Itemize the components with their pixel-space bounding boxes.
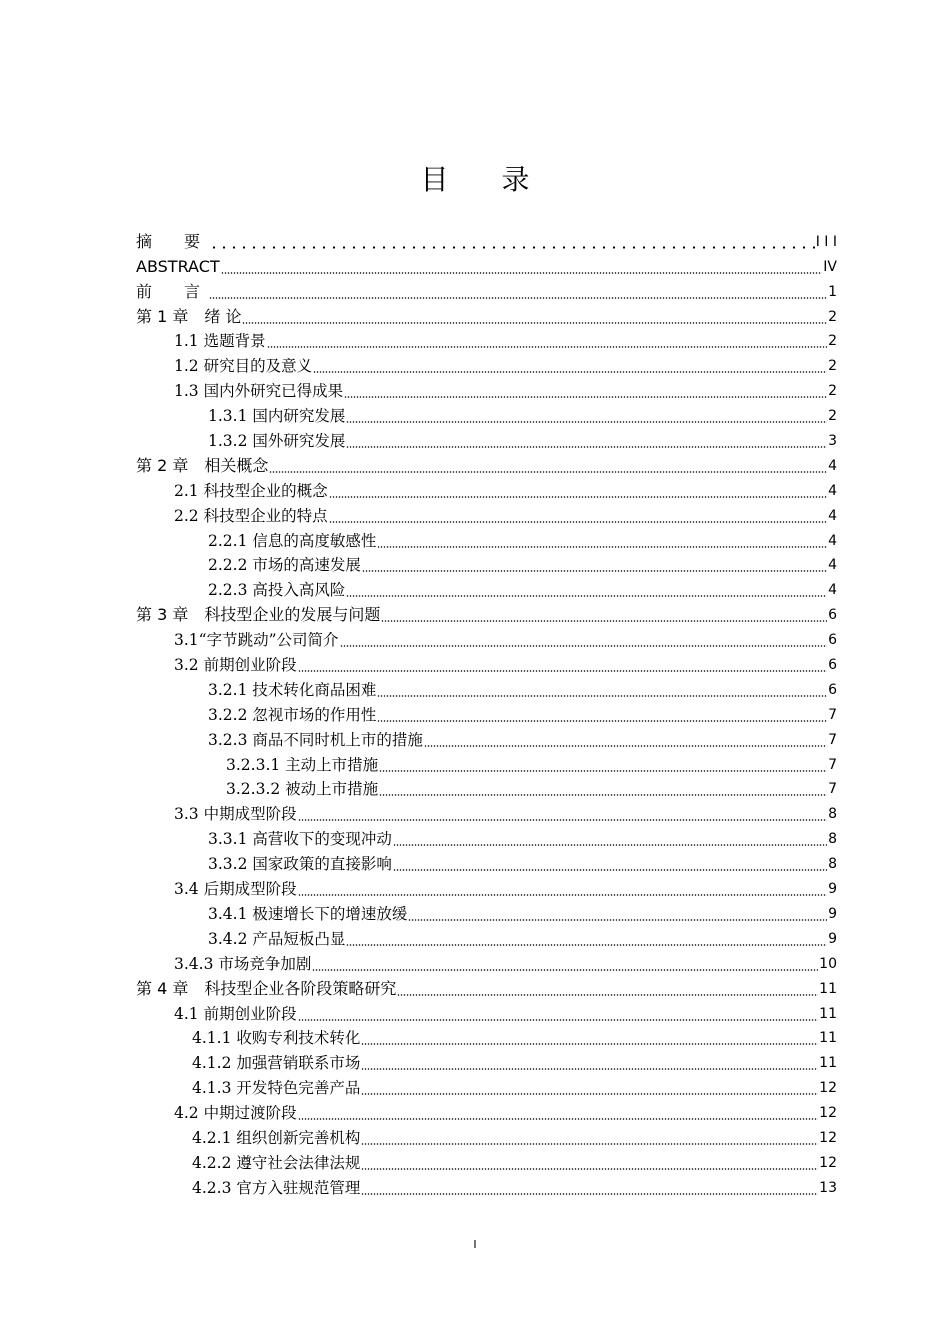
toc-entry[interactable]	[136, 301, 837, 326]
dot-leader	[377, 685, 827, 699]
toc-entry[interactable]	[136, 948, 837, 973]
toc-entry-page: 11	[819, 980, 837, 997]
toc-entry-page: 2	[828, 408, 837, 425]
dot-leader	[269, 461, 827, 475]
toc-entry-title: 1.1 选题背景	[174, 332, 266, 351]
toc-entry[interactable]	[136, 998, 837, 1023]
toc-entry-title: 3.2 前期创业阶段	[174, 656, 297, 675]
dot-leader	[424, 735, 827, 749]
toc-entry-page: 12	[819, 1080, 837, 1097]
toc-entry-page: 12	[819, 1154, 837, 1171]
toc-entry-page: 11	[819, 1055, 837, 1072]
toc-entry-page: 8	[828, 856, 837, 873]
dot-leader	[313, 361, 827, 375]
toc-entry[interactable]	[136, 823, 837, 848]
toc-entry-title: 3.4.2 产品短板凸显	[208, 929, 346, 948]
dot-leader	[408, 909, 827, 923]
dot-leader	[381, 610, 827, 624]
dot-leader	[346, 411, 827, 425]
toc-entry[interactable]	[136, 774, 837, 799]
toc-entry[interactable]	[136, 525, 837, 550]
toc-entry-page: 4	[828, 582, 837, 599]
toc-entry[interactable]	[136, 574, 837, 599]
toc-entry-page: 2	[828, 383, 837, 400]
toc-entry[interactable]	[136, 500, 837, 525]
toc-entry-page: IV	[823, 258, 837, 275]
toc-entry-title: 2.2 科技型企业的特点	[174, 506, 328, 525]
toc-entry-page: 12	[819, 1129, 837, 1146]
toc-entry[interactable]	[136, 1147, 837, 1172]
toc-entry-page: 4	[828, 457, 837, 474]
toc-entry[interactable]	[136, 848, 837, 873]
toc-entry-title: 3.3.2 国家政策的直接影响	[208, 855, 392, 874]
toc-entry-title: 3.2.1 技术转化商品困难	[208, 680, 377, 699]
toc-entry-title: 第 3 章 科技型企业的发展与问题	[136, 605, 381, 625]
toc-entry[interactable]	[136, 475, 837, 500]
dot-leader	[221, 262, 823, 276]
toc-entry-title: 1.3.1 国内研究发展	[208, 407, 346, 426]
toc-entry-title: 摘 要	[136, 231, 209, 251]
dot-leader	[344, 386, 827, 400]
toc-entry-title: 3.2.3 商品不同时机上市的措施	[208, 730, 423, 749]
table-of-contents	[136, 226, 837, 1197]
dot-leader	[346, 934, 827, 948]
toc-entry-page: 9	[828, 930, 837, 947]
dot-leader	[361, 1158, 818, 1172]
toc-entry-title: 4.1 前期创业阶段	[174, 1004, 297, 1023]
toc-entry-page: 2	[828, 308, 837, 325]
dot-leader	[329, 486, 828, 500]
toc-entry[interactable]	[136, 699, 837, 724]
dot-leader	[379, 760, 827, 774]
toc-entry-title: 2.1 科技型企业的概念	[174, 481, 328, 500]
dot-leader	[377, 536, 827, 550]
dot-leader	[329, 511, 828, 525]
toc-entry-page: 12	[819, 1105, 837, 1122]
dot-leader	[242, 312, 827, 326]
toc-entry[interactable]	[136, 973, 837, 998]
toc-entry[interactable]	[136, 624, 837, 649]
toc-entry-page: 8	[828, 806, 837, 823]
toc-entry-title: 2.2.2 市场的高速发展	[208, 556, 361, 575]
toc-entry-page: 4	[828, 557, 837, 574]
dot-leader	[267, 336, 828, 350]
toc-entry-title: 3.2.3.2 被动上市措施	[226, 780, 379, 799]
toc-entry-title: 3.1“字节跳动”公司简介	[174, 631, 339, 650]
toc-entry-title: 3.4.1 极速增长下的增速放缓	[208, 904, 408, 923]
toc-entry-page: 4	[828, 507, 837, 524]
toc-entry-title: 第 2 章 相关概念	[136, 455, 269, 475]
toc-entry[interactable]	[136, 1072, 837, 1097]
toc-entry-title: 第 4 章 科技型企业各阶段策略研究	[136, 978, 397, 998]
toc-entry-page: 11	[819, 1030, 837, 1047]
toc-entry[interactable]	[136, 400, 837, 425]
dot-leader	[209, 237, 815, 251]
toc-entry-title: 3.2.2 忽视市场的作用性	[208, 705, 377, 724]
toc-entry-title: ABSTRACT	[136, 256, 220, 276]
dot-leader	[209, 287, 827, 301]
toc-entry-title: 4.1.1 收购专利技术转化	[192, 1029, 361, 1048]
dot-leader	[312, 959, 818, 973]
toc-entry-title: 3.4.3 市场竞争加剧	[174, 954, 312, 973]
toc-entry[interactable]	[136, 350, 837, 375]
dot-leader	[377, 710, 827, 724]
toc-entry-title: 前 言	[136, 281, 209, 301]
toc-entry-title: 3.3 中期成型阶段	[174, 805, 297, 824]
dot-leader	[298, 660, 828, 674]
dot-leader	[340, 635, 828, 649]
toc-entry-title: 第 1 章 绪 论	[136, 306, 242, 326]
toc-entry[interactable]	[136, 251, 837, 276]
toc-entry-page: I I I	[815, 233, 837, 250]
toc-entry[interactable]	[136, 724, 837, 749]
toc-entry[interactable]	[136, 749, 837, 774]
toc-entry-page: 7	[828, 756, 837, 773]
toc-entry-page: 8	[828, 831, 837, 848]
dot-leader	[361, 1033, 818, 1047]
toc-entry-page: 10	[819, 955, 837, 972]
toc-entry-title: 1.2 研究目的及意义	[174, 357, 313, 376]
dot-leader	[361, 1133, 818, 1147]
toc-entry-title: 4.2.3 官方入驻规范管理	[192, 1178, 361, 1197]
page-number-footer: I	[473, 1238, 477, 1251]
toc-entry-page: 6	[828, 657, 837, 674]
toc-entry-page: 2	[828, 358, 837, 375]
toc-entry[interactable]	[136, 1097, 837, 1122]
dot-leader	[346, 585, 827, 599]
dot-leader	[346, 436, 827, 450]
dot-leader	[393, 859, 827, 873]
dot-leader	[298, 884, 828, 898]
toc-entry-page: 7	[828, 781, 837, 798]
toc-entry-title: 2.2.3 高投入高风险	[208, 581, 346, 600]
toc-entry[interactable]	[136, 923, 837, 948]
page-title: 目 录	[420, 163, 552, 196]
dot-leader	[379, 784, 827, 798]
toc-entry-page: 2	[828, 333, 837, 350]
toc-entry[interactable]	[136, 674, 837, 699]
toc-entry[interactable]	[136, 1172, 837, 1197]
toc-entry-page: 4	[828, 482, 837, 499]
toc-entry-page: 6	[828, 607, 837, 624]
toc-entry-page: 9	[828, 905, 837, 922]
toc-entry[interactable]	[136, 375, 837, 400]
toc-entry-page: 3	[828, 433, 837, 450]
toc-entry-title: 3.2.3.1 主动上市措施	[226, 755, 379, 774]
dot-leader	[298, 1009, 819, 1023]
toc-entry[interactable]	[136, 798, 837, 823]
toc-entry-page: 7	[828, 731, 837, 748]
toc-entry-page: 11	[819, 1005, 837, 1022]
toc-entry-page: 13	[819, 1179, 837, 1196]
dot-leader	[361, 1183, 818, 1197]
dot-leader	[393, 834, 827, 848]
toc-entry[interactable]	[136, 276, 837, 301]
toc-entry-page: 6	[828, 632, 837, 649]
toc-entry-page: 7	[828, 706, 837, 723]
toc-entry-page: 6	[828, 681, 837, 698]
dot-leader	[397, 984, 818, 998]
toc-entry-title: 4.2 中期过渡阶段	[174, 1104, 297, 1123]
dot-leader	[298, 1108, 819, 1122]
toc-entry[interactable]	[136, 450, 837, 475]
toc-entry[interactable]	[136, 898, 837, 923]
dot-leader	[361, 1083, 818, 1097]
toc-entry[interactable]	[136, 1047, 837, 1072]
dot-leader	[298, 809, 828, 823]
toc-entry-title: 4.2.1 组织创新完善机构	[192, 1128, 361, 1147]
toc-entry[interactable]	[136, 873, 837, 898]
toc-entry-page: 1	[828, 283, 837, 300]
toc-entry-title: 1.3.2 国外研究发展	[208, 432, 346, 451]
toc-entry-page: 4	[828, 532, 837, 549]
dot-leader	[361, 1058, 818, 1072]
toc-entry[interactable]	[136, 226, 837, 251]
toc-entry[interactable]	[136, 1122, 837, 1147]
toc-entry-title: 3.4 后期成型阶段	[174, 880, 297, 899]
toc-entry-title: 2.2.1 信息的高度敏感性	[208, 531, 377, 550]
toc-entry-title: 4.2.2 遵守社会法律法规	[192, 1153, 361, 1172]
dot-leader	[362, 560, 827, 574]
toc-entry[interactable]	[136, 649, 837, 674]
toc-entry-page: 9	[828, 881, 837, 898]
toc-entry-title: 4.1.2 加强营销联系市场	[192, 1054, 361, 1073]
toc-entry[interactable]	[136, 425, 837, 450]
toc-entry[interactable]	[136, 599, 837, 624]
toc-entry-title: 4.1.3 开发特色完善产品	[192, 1079, 361, 1098]
toc-entry-title: 3.3.1 高营收下的变现冲动	[208, 830, 392, 849]
toc-entry[interactable]	[136, 550, 837, 575]
toc-entry[interactable]	[136, 1023, 837, 1048]
toc-entry[interactable]	[136, 326, 837, 351]
toc-entry-title: 1.3 国内外研究已得成果	[174, 382, 344, 401]
